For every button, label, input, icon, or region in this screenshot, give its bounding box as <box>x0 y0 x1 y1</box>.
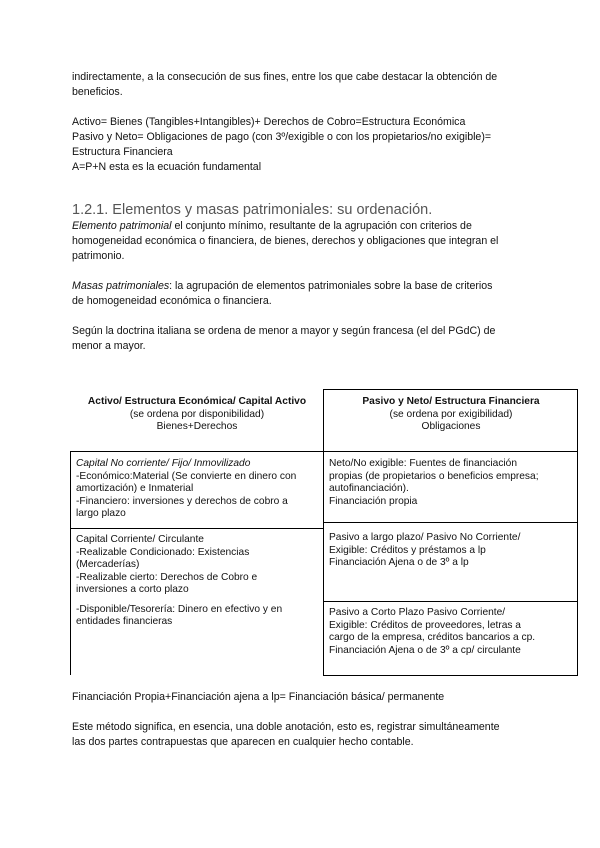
elemento-def: el conjunto mínimo, resultante de la agrupación con criterios de <box>171 220 472 232</box>
c-line-5: inversiones a corto plazo <box>76 584 189 595</box>
c-line-4: -Realizable cierto: Derechos de Cobro e <box>76 571 258 583</box>
cp-line-4: Financiación Ajena o de 3º a cp/ circulante <box>329 644 521 656</box>
left-header-title: Activo/ Estructura Económica/ Capital Activo <box>87 396 307 407</box>
table-right-mid-rule-1 <box>323 522 578 523</box>
table-top-border <box>323 389 578 390</box>
intro-line-1: indirectamente, a la consecución de sus fines, entre los que cabe destacar la obtención de <box>72 71 498 83</box>
doctrina-line-2: menor a mayor. <box>72 340 146 352</box>
nc-line-1: -Económico:Material (Se convierte en dinero con <box>76 470 297 482</box>
c-line-2: -Realizable Condicionado: Existencias <box>76 546 250 558</box>
section-heading: 1.2.1. Elementos y masas patrimoniales: su ordenación. <box>72 202 433 218</box>
left-header-sub1: (se ordena por disponibilidad) <box>129 408 265 420</box>
right-header-title: Pasivo y Neto/ Estructura Financiera <box>362 396 540 407</box>
equation-activo: Activo= Bienes (Tangibles+Intangibles)+ Derechos de Cobro=Estructura Económica <box>72 116 466 128</box>
table-left-mid-rule <box>70 528 324 529</box>
financiacion-basica: Financiación Propia+Financiación ajena a lp= Financiación básica/ permanente <box>72 691 445 703</box>
cp-line-3: cargo de la empresa, créditos bancarios a cp. <box>329 632 536 643</box>
nc-line-3: -Financiero: inversiones y derechos de cobro a <box>76 495 288 507</box>
c-line-7: entidades financieras <box>76 616 173 627</box>
right-corto-plazo <box>329 607 575 657</box>
c-line-6: -Disponible/Tesorería: Dinero en efectivo y en <box>76 603 283 615</box>
left-no-corriente <box>76 458 322 521</box>
masas-def: : la agrupación de elementos patrimoniales sobre la base de criterios <box>169 280 493 292</box>
nc-line-2: amortización) e Inmaterial <box>76 483 194 494</box>
right-neto <box>329 458 575 508</box>
table-right-mid-rule-2 <box>323 601 578 602</box>
table-bottom-border <box>323 675 578 676</box>
table-header-rule <box>70 451 578 452</box>
metodo-line-2: las dos partes contrapuestas que aparecen en cualquier hecho contable. <box>72 736 414 748</box>
lp-line-2: Exigible: Créditos y préstamos a lp <box>329 544 486 556</box>
right-header-sub1: (se ordena por exigibilidad) <box>389 408 513 420</box>
metodo-line-1: Este método significa, en esencia, una doble anotación, esto es, registrar simultáneamente <box>72 721 500 733</box>
intro-line-2: beneficios. <box>72 86 123 98</box>
equation-pasivo-1: Pasivo y Neto= Obligaciones de pago (con 3º/exigible o con los propietarios/no exigible)= <box>72 131 492 143</box>
equation-fundamental: A=P+N esta es la ecuación fundamental <box>72 161 262 173</box>
footer-block <box>72 690 532 750</box>
neto-line-2: propias (de propietarios o beneficios empresa; <box>329 470 539 482</box>
neto-line-1: Neto/No exigible: Fuentes de financiación <box>329 458 518 469</box>
elemento-line-1 <box>72 219 532 234</box>
masas-term: Masas patrimoniales <box>72 280 170 292</box>
table-left-border <box>70 451 71 675</box>
nc-line-4: largo plazo <box>76 508 126 519</box>
elemento-line-2: homogeneidad económica o financiera, de bienes, derechos y obligaciones que integran el <box>72 235 499 247</box>
left-corriente <box>76 534 322 629</box>
c-line-1: Capital Corriente/ Circulante <box>76 534 204 545</box>
equation-pasivo-2: Estructura Financiera <box>72 146 173 158</box>
right-largo-plazo <box>329 532 575 570</box>
left-header-sub2: Bienes+Derechos <box>156 421 238 432</box>
lp-line-3: Financiación Ajena o de 3º a lp <box>329 557 469 568</box>
cp-line-2: Exigible: Créditos de proveedores, letras a <box>329 619 521 631</box>
document-body <box>72 70 532 354</box>
neto-line-3: autofinanciación). <box>329 483 409 494</box>
doctrina-line-1: Según la doctrina italiana se ordena de menor a mayor y según francesa (el del PGdC) de <box>72 325 496 337</box>
neto-line-4: Financiación propia <box>329 495 418 507</box>
masas-line-2: de homogeneidad económica o financiera. <box>72 295 272 307</box>
elemento-line-3: patrimonio. <box>72 250 125 262</box>
lp-line-1: Pasivo a largo plazo/ Pasivo No Corriente/ <box>329 532 521 543</box>
right-header-sub2: Obligaciones <box>421 421 481 432</box>
masas-line-1 <box>72 279 532 294</box>
right-header <box>324 396 578 434</box>
left-header <box>70 396 324 434</box>
nc-title: Capital No corriente/ Fijo/ Inmovilizado <box>76 458 251 469</box>
elemento-term: Elemento patrimonial <box>72 220 172 232</box>
c-line-3: (Mercaderías) <box>76 559 140 570</box>
cp-line-1: Pasivo a Corto Plazo Pasivo Corriente/ <box>329 607 506 618</box>
